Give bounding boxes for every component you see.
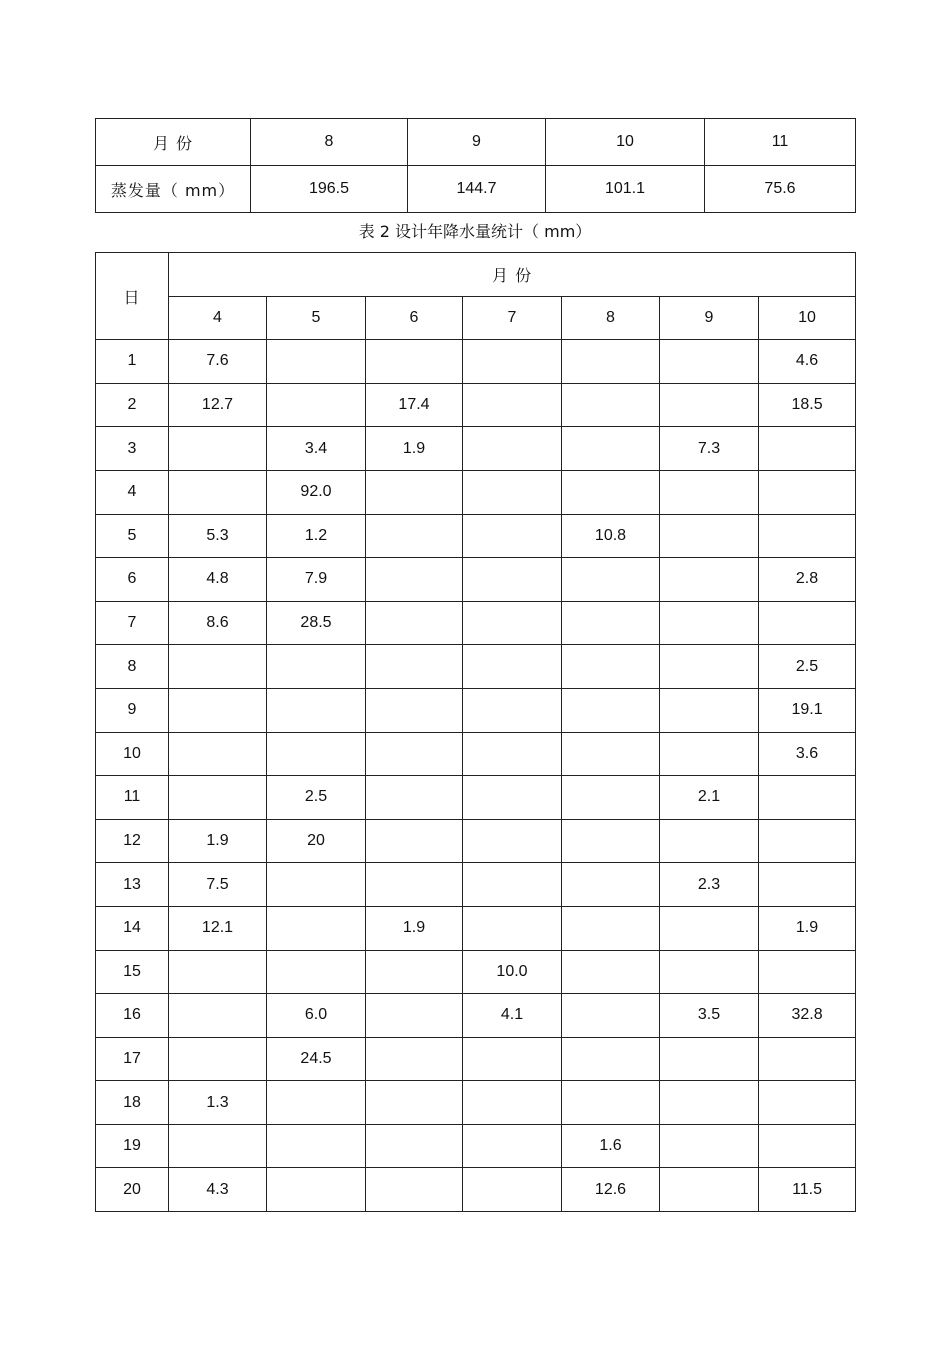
month-column-header: 4 [169,296,267,340]
table-row [96,688,856,732]
rain-body [96,340,856,1212]
day-header: 日 [96,253,169,340]
rainfall-cell [169,688,267,732]
rainfall-cell: 3.6 [759,732,856,776]
rainfall-cell: 2.1 [660,776,759,820]
rainfall-table [95,252,856,1212]
rainfall-cell [660,950,759,994]
day-cell: 19 [96,1124,169,1168]
rainfall-cell: 2.3 [660,863,759,907]
rainfall-cell [463,1081,562,1125]
day-cell: 14 [96,906,169,950]
rainfall-cell: 6.0 [267,994,366,1038]
rainfall-cell [660,601,759,645]
rainfall-cell: 1.9 [366,427,463,471]
rainfall-cell [366,514,463,558]
day-cell: 7 [96,601,169,645]
rainfall-cell [267,950,366,994]
rainfall-cell [660,1037,759,1081]
rainfall-cell [169,470,267,514]
rainfall-cell: 8.6 [169,601,267,645]
table2-caption: 表 2 设计年降水量统计（ mm） [358,222,592,241]
rainfall-cell [463,601,562,645]
rainfall-cell: 12.1 [169,906,267,950]
day-cell: 12 [96,819,169,863]
rainfall-cell [463,688,562,732]
table-row [96,776,856,820]
rainfall-cell: 12.7 [169,383,267,427]
rainfall-cell [267,688,366,732]
rainfall-cell [562,645,660,689]
rainfall-cell [660,1168,759,1212]
rainfall-cell: 12.6 [562,1168,660,1212]
rainfall-cell: 7.6 [169,340,267,384]
rainfall-cell [267,383,366,427]
table-row [96,645,856,689]
rainfall-cell: 1.2 [267,514,366,558]
day-cell: 4 [96,470,169,514]
rainfall-cell [562,340,660,384]
rainfall-cell [463,514,562,558]
rainfall-cell [366,994,463,1038]
rainfall-cell: 32.8 [759,994,856,1038]
rainfall-cell [562,776,660,820]
table-row [96,906,856,950]
rainfall-cell [366,950,463,994]
rainfall-cell: 24.5 [267,1037,366,1081]
rainfall-cell [463,906,562,950]
rainfall-cell: 4.6 [759,340,856,384]
rainfall-cell [759,514,856,558]
day-cell: 8 [96,645,169,689]
rainfall-cell [660,732,759,776]
evap-row-label: 蒸发量（ mm） [96,166,251,213]
rainfall-cell [562,427,660,471]
evap-month-header: 10 [546,119,705,166]
evap-value-cell: 196.5 [251,166,408,213]
rainfall-cell [562,558,660,602]
rainfall-cell [169,1124,267,1168]
rainfall-cell [463,1037,562,1081]
table-row [96,863,856,907]
rainfall-cell [759,863,856,907]
table-row [96,819,856,863]
rainfall-cell [562,1081,660,1125]
rainfall-cell [366,645,463,689]
rainfall-cell [759,1037,856,1081]
rainfall-cell [759,1081,856,1125]
evaporation-table [95,118,856,213]
rainfall-cell [463,1124,562,1168]
rainfall-cell [366,819,463,863]
rainfall-cell [366,601,463,645]
day-cell: 16 [96,994,169,1038]
rainfall-cell [366,776,463,820]
month-column-header: 5 [267,296,366,340]
table-row [96,732,856,776]
rainfall-cell [660,819,759,863]
month-column-header: 6 [366,296,463,340]
table-row [96,950,856,994]
rainfall-cell [759,601,856,645]
rainfall-cell [660,1124,759,1168]
day-cell: 1 [96,340,169,384]
day-cell: 9 [96,688,169,732]
rainfall-cell [562,1037,660,1081]
rainfall-cell [562,819,660,863]
table-row [96,1037,856,1081]
rainfall-cell [169,427,267,471]
rainfall-cell [660,514,759,558]
table-row [96,427,856,471]
month-column-header: 8 [562,296,660,340]
rainfall-cell [267,340,366,384]
evap-value-row [96,166,856,213]
rainfall-cell [759,427,856,471]
rainfall-cell: 2.8 [759,558,856,602]
rainfall-cell: 4.1 [463,994,562,1038]
evap-month-header: 9 [408,119,546,166]
rainfall-cell [463,340,562,384]
table-row [96,514,856,558]
rainfall-cell [463,819,562,863]
rainfall-cell [366,470,463,514]
rainfall-cell [562,732,660,776]
table-row [96,1168,856,1212]
rainfall-cell: 3.4 [267,427,366,471]
rainfall-cell: 11.5 [759,1168,856,1212]
month-column-header: 7 [463,296,562,340]
table-row [96,1124,856,1168]
rainfall-cell [366,1124,463,1168]
table-row [96,1081,856,1125]
rainfall-cell [366,340,463,384]
day-cell: 10 [96,732,169,776]
rainfall-cell: 18.5 [759,383,856,427]
table-row [96,601,856,645]
rainfall-cell [463,645,562,689]
rainfall-cell: 92.0 [267,470,366,514]
day-cell: 6 [96,558,169,602]
rainfall-cell [660,558,759,602]
evap-month-row [96,119,856,166]
rainfall-cell [169,950,267,994]
rainfall-cell [463,558,562,602]
rainfall-cell: 28.5 [267,601,366,645]
rainfall-cell: 2.5 [267,776,366,820]
rainfall-cell: 10.0 [463,950,562,994]
evap-value-cell: 101.1 [546,166,705,213]
rainfall-cell [463,427,562,471]
month-column-header: 9 [660,296,759,340]
rainfall-cell [660,340,759,384]
rainfall-cell [562,950,660,994]
rainfall-cell: 1.3 [169,1081,267,1125]
day-cell: 13 [96,863,169,907]
rainfall-cell: 1.9 [759,906,856,950]
rain-month-row [96,296,856,340]
rainfall-cell [660,688,759,732]
evap-month-header: 8 [251,119,408,166]
rainfall-cell [267,1081,366,1125]
rainfall-cell [267,1124,366,1168]
month-column-header: 10 [759,296,856,340]
day-cell: 17 [96,1037,169,1081]
rainfall-cell [562,906,660,950]
rainfall-cell [366,732,463,776]
rainfall-cell [169,732,267,776]
rainfall-cell: 10.8 [562,514,660,558]
rainfall-cell [366,1168,463,1212]
rainfall-cell: 19.1 [759,688,856,732]
rainfall-cell [366,1037,463,1081]
rainfall-cell [366,558,463,602]
rainfall-cell [562,383,660,427]
rainfall-cell [267,906,366,950]
rainfall-cell: 1.9 [366,906,463,950]
rainfall-cell: 2.5 [759,645,856,689]
rainfall-cell: 7.5 [169,863,267,907]
day-cell: 18 [96,1081,169,1125]
rainfall-cell [169,1037,267,1081]
rainfall-cell: 4.3 [169,1168,267,1212]
rainfall-cell [660,383,759,427]
rainfall-cell: 3.5 [660,994,759,1038]
day-cell: 11 [96,776,169,820]
rainfall-cell [366,863,463,907]
rainfall-cell [759,470,856,514]
rainfall-cell [660,470,759,514]
rainfall-cell [267,732,366,776]
rainfall-cell: 5.3 [169,514,267,558]
day-cell: 20 [96,1168,169,1212]
rainfall-cell: 17.4 [366,383,463,427]
rainfall-cell [169,645,267,689]
day-cell: 15 [96,950,169,994]
table-row [96,558,856,602]
rainfall-cell [366,688,463,732]
rainfall-cell: 7.9 [267,558,366,602]
rainfall-cell [562,863,660,907]
rainfall-cell [267,1168,366,1212]
rainfall-cell [660,906,759,950]
rainfall-cell [169,776,267,820]
rainfall-cell [267,645,366,689]
rainfall-cell [463,776,562,820]
rainfall-cell [660,645,759,689]
day-cell: 5 [96,514,169,558]
rainfall-cell: 1.6 [562,1124,660,1168]
rainfall-cell [562,994,660,1038]
evap-month-header: 11 [705,119,856,166]
table-row [96,994,856,1038]
rainfall-cell [562,470,660,514]
table-row [96,340,856,384]
rainfall-cell: 20 [267,819,366,863]
rainfall-cell [660,1081,759,1125]
evap-value-cell: 144.7 [408,166,546,213]
evap-month-label: 月 份 [96,119,251,166]
rainfall-cell [759,950,856,994]
rainfall-cell [759,1124,856,1168]
rainfall-cell [463,863,562,907]
rainfall-cell [463,383,562,427]
rainfall-cell [562,688,660,732]
rainfall-cell [366,1081,463,1125]
table-row [96,470,856,514]
rainfall-cell: 7.3 [660,427,759,471]
rainfall-cell [463,470,562,514]
day-cell: 3 [96,427,169,471]
rainfall-cell [759,776,856,820]
evap-value-cell: 75.6 [705,166,856,213]
rainfall-cell [562,601,660,645]
month-header: 月 份 [169,253,856,297]
rainfall-cell: 4.8 [169,558,267,602]
rainfall-cell [759,819,856,863]
rainfall-cell [463,1168,562,1212]
rain-header-row-top [96,253,856,297]
day-cell: 2 [96,383,169,427]
rainfall-cell [169,994,267,1038]
rainfall-cell [267,863,366,907]
rainfall-cell [463,732,562,776]
table-row [96,383,856,427]
rainfall-cell: 1.9 [169,819,267,863]
